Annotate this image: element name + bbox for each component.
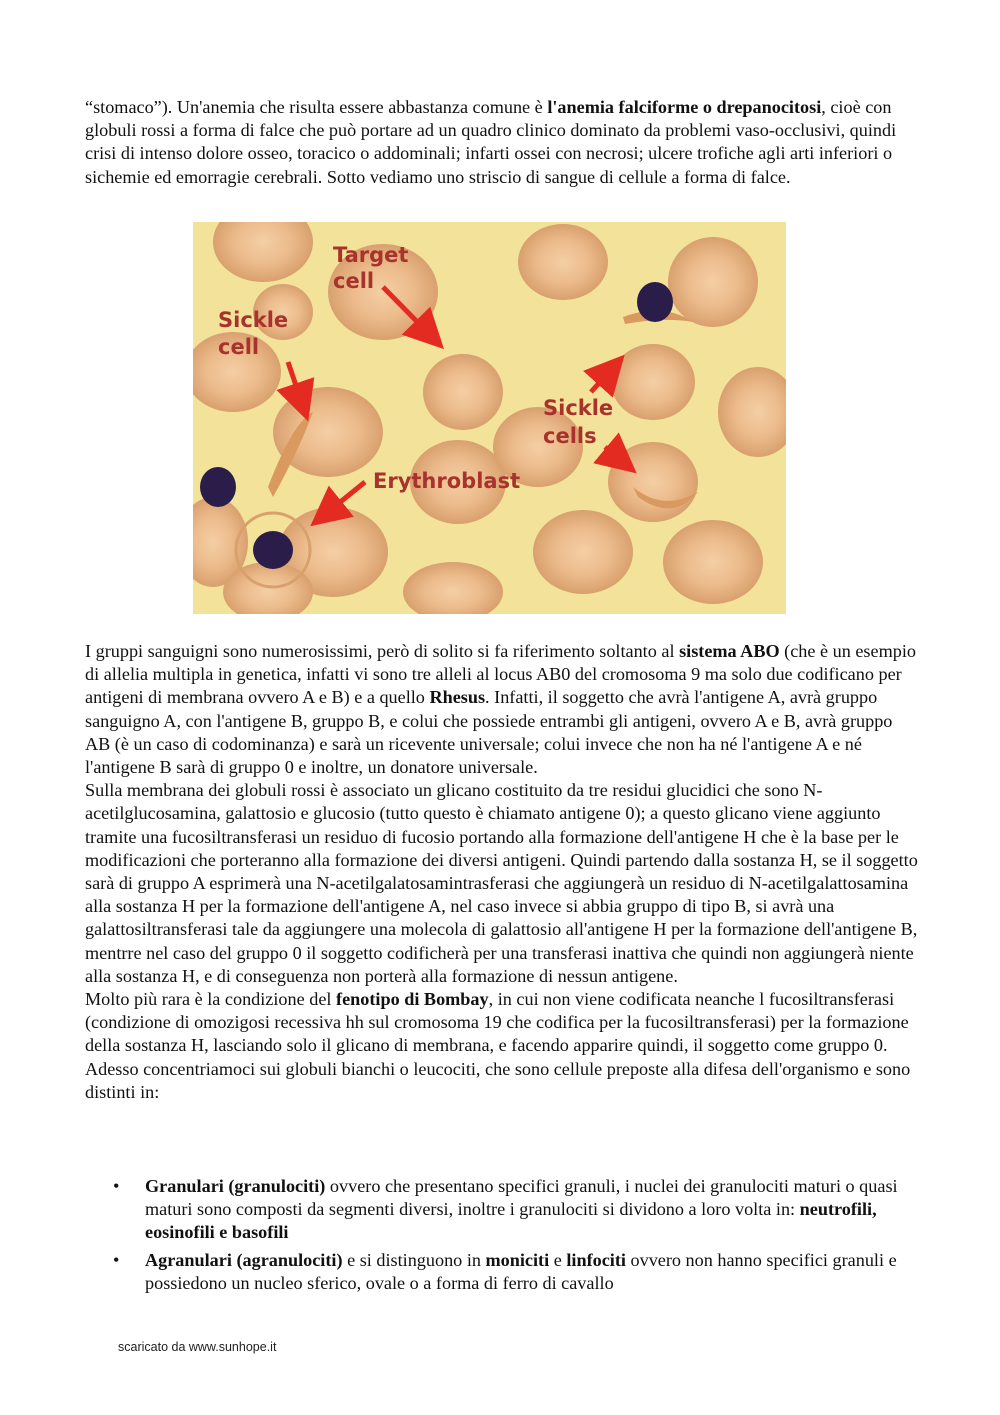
label-sickle-right: Sickle xyxy=(543,396,614,420)
label-sickle-left: Sickle xyxy=(218,308,289,332)
text-run: . Infatti, il soggetto che avrà l'antigene A, avrà gruppo sanguigno A, con l'antigene B, gruppo B, e colui che possiede entrambi gli antigeni, ovvero A e B, avrà gruppo AB (è un caso di codominanza) e sarà un ricevente universale; colui invece che non ha né l'antigene A e né l'antigene B sarà di gruppo 0 e inoltre, un donatore universale. xyxy=(85,687,893,778)
blood-smear-figure xyxy=(193,222,786,614)
label-target-cell: cell xyxy=(333,269,375,293)
label-target: Target xyxy=(333,243,409,267)
text-run: I gruppi sanguigni sono numerosissimi, però di solito si fa riferimento soltanto al xyxy=(85,641,680,661)
label-sickle-left-cell: cell xyxy=(218,335,260,359)
text-run: Sulla membrana dei globuli rossi è associato un glicano costituito da tre residui glucidici che sono N-acetilglucosamina, galattosio e glucosio (tutto questo è chiamato antigene 0); a questo glicano viene aggiunto tramite una fucosiltransferasi un residuo di fucosio portando alla formazione dell'antigene H che è la base per le modificazioni che porteranno alla formazione dei diversi antigeni. Quindi partendo dalla sostanza H, se il soggetto sarà di gruppo A esprimerà una N-acetilgalatosamintrasferasi che aggiungerà un residuo di N-acetilgalattosamina alla sostanza H per la formazione dell'antigene A, nel caso invece si abbia gruppo di tipo B, si avrà una galattosiltransferasi tale da aggiungere una molecola di galattosio all'antigene H per la formazione dell'antigene B, mentrre nel caso del gruppo 0 il soggetto codificherà per una transferasi inattiva che quindi non aggiungerà niente alla sostanza H, e di conseguenza non porterà alla formazione di nessun antigene. xyxy=(85,780,918,986)
bold-term: l'anemia falciforme o drepanocitosi xyxy=(547,97,822,117)
list-item xyxy=(85,1249,920,1295)
list-item xyxy=(85,1175,920,1245)
text-run: “stomaco”). Un'anemia che risulta essere abbastanza comune è xyxy=(85,97,548,117)
text-run: (che è un esempio di allelia multipla in genetica, infatti vi sono tre alleli al locus AB0 del cromosoma 9 ma solo due codificano per antigeni di membrana ovvero A e B) e a quello xyxy=(85,641,916,708)
blood-smear-illustration xyxy=(193,222,786,614)
text-run: e si distinguono in xyxy=(342,1249,486,1270)
bold-term: sistema ABO xyxy=(679,641,780,661)
paragraph-blood-groups xyxy=(85,640,920,1104)
bold-term: linfociti xyxy=(566,1249,626,1270)
text-run: Adesso concentriamoci sui globuli bianchi o leucociti, che sono cellule preposte alla difesa dell'organismo e sono distinti in: xyxy=(85,1058,911,1102)
label-sickle-right-cells: cells xyxy=(543,424,597,448)
bold-term: moniciti xyxy=(485,1249,550,1270)
paragraph-sickle-cell xyxy=(85,96,920,189)
bold-term: Rhesus xyxy=(429,687,486,708)
text-run: ovvero non hanno specifici granuli e possiedono un nucleo sferico, ovale o a forma di ferro di cavallo xyxy=(145,1249,897,1293)
text-run: , cioè con globuli rossi a forma di falce che può portare ad un quadro clinico dominato da problemi vaso-occlusivi, quindi crisi di intenso dolore osseo, toracico o addominali; infarti ossei con necrosi; ulcere trofiche agli arti inferiori o sichemie ed emorragie cerebrali. Sotto vediamo uno striscio di sangue di cellule a forma di falce. xyxy=(85,97,897,187)
text-run: ovvero che presentano specifici granuli, i nuclei dei granulociti maturi o quasi maturi sono composti da segmenti diversi, inoltre i granulociti si dividono a loro volta in: xyxy=(145,1176,898,1220)
bold-term: Agranulari (agranulociti) xyxy=(145,1249,343,1270)
leukocyte-list xyxy=(85,1175,920,1299)
label-erythroblast: Erythroblast xyxy=(373,469,521,493)
text-run: , in cui non viene codificata neanche l fucosiltransferasi (condizione di omozigosi recessiva hh sul cromosoma 19 che codifica per la fucosiltransferasi) per la formazione della sostanza H, lasciando solo il glicano di membrana, e facendo apparire quindi, il soggetto come gruppo 0. xyxy=(85,989,909,1056)
bullet-icon: • xyxy=(113,1249,120,1270)
bullet-icon: • xyxy=(113,1176,120,1196)
text-run: e xyxy=(549,1249,567,1270)
bold-term: Granulari (granulociti) xyxy=(145,1176,326,1196)
bold-term: neutrofili, eosinofili e basofili xyxy=(145,1199,877,1243)
footer-source: scaricato da www.sunhope.it xyxy=(118,1340,277,1354)
bold-term: fenotipo di Bombay xyxy=(336,989,489,1010)
text-run: Molto più rara è la condizione del xyxy=(85,989,337,1010)
